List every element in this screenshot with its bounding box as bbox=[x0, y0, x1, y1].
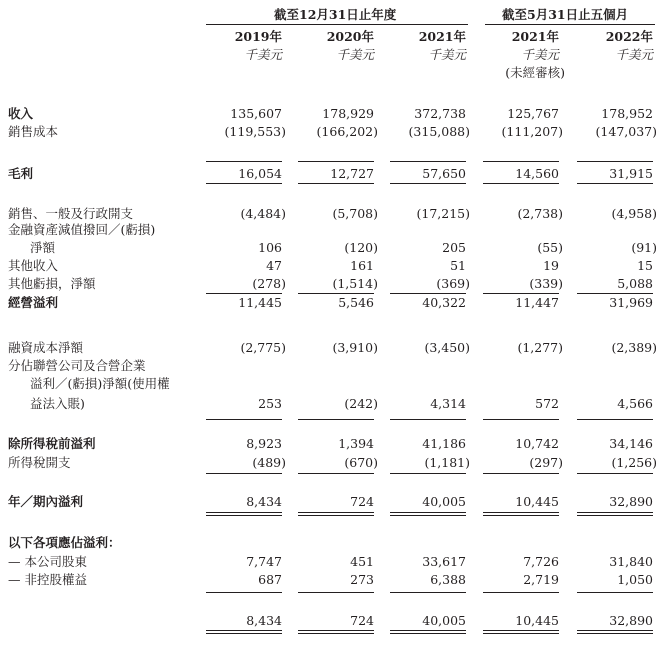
cell: (4,484) bbox=[240, 206, 286, 221]
group-title-five-months: 截至5月31日止五個月 bbox=[502, 7, 629, 22]
cell: 372,738 bbox=[414, 106, 466, 121]
rule bbox=[577, 419, 653, 420]
cell: (242) bbox=[344, 396, 378, 411]
cell: 178,952 bbox=[601, 106, 653, 121]
cell: 253 bbox=[258, 396, 282, 411]
cell: (1,256) bbox=[611, 455, 657, 470]
col-year-3: 2021年 bbox=[418, 29, 466, 44]
row-label-share-of-results: 分佔聯營公司及合營企業 bbox=[8, 358, 146, 373]
rule bbox=[483, 630, 559, 631]
header-underline-2 bbox=[485, 24, 655, 25]
rule bbox=[390, 512, 466, 513]
cell: 4,314 bbox=[430, 396, 466, 411]
cell: 6,388 bbox=[430, 572, 466, 587]
cell: (119,553) bbox=[224, 124, 286, 139]
cell: (17,215) bbox=[416, 206, 470, 221]
rule bbox=[298, 293, 374, 294]
cell: (339) bbox=[529, 276, 563, 291]
rule bbox=[298, 512, 374, 513]
col-unit-4: 千美元 bbox=[521, 47, 559, 62]
row-label-finance-costs: 融資成本淨額 bbox=[8, 340, 84, 355]
cell: (147,037) bbox=[595, 124, 657, 139]
cell: (120) bbox=[344, 240, 378, 255]
rule bbox=[298, 630, 374, 631]
cell: (91) bbox=[631, 240, 657, 255]
cell: (278) bbox=[252, 276, 286, 291]
rule bbox=[298, 592, 374, 593]
cell: 7,747 bbox=[246, 554, 282, 569]
cell: 15 bbox=[637, 258, 653, 273]
rule bbox=[206, 293, 282, 294]
cell: 7,726 bbox=[523, 554, 559, 569]
cell: 125,767 bbox=[507, 106, 559, 121]
rule bbox=[577, 473, 653, 474]
rule bbox=[206, 183, 282, 184]
cell: 687 bbox=[258, 572, 282, 587]
cell: (489) bbox=[252, 455, 286, 470]
rule bbox=[390, 161, 466, 162]
cell-total: 40,005 bbox=[422, 613, 466, 628]
row-label-profit-for-period: 年／期內溢利 bbox=[8, 494, 84, 509]
cell: 8,434 bbox=[246, 494, 282, 509]
cell: 10,742 bbox=[515, 436, 559, 451]
rule bbox=[298, 183, 374, 184]
cell: (315,088) bbox=[408, 124, 470, 139]
cell: (3,910) bbox=[332, 340, 378, 355]
cell: (5,708) bbox=[332, 206, 378, 221]
rule bbox=[206, 515, 282, 516]
row-label-gross-profit: 毛利 bbox=[8, 166, 34, 181]
cell: (1,277) bbox=[517, 340, 563, 355]
rule bbox=[577, 515, 653, 516]
rule bbox=[577, 183, 653, 184]
cell: 1,394 bbox=[338, 436, 374, 451]
rule bbox=[390, 630, 466, 631]
cell: 40,322 bbox=[422, 295, 466, 310]
cell-total: 724 bbox=[350, 613, 374, 628]
cell: 16,054 bbox=[238, 166, 282, 181]
cell-total: 8,434 bbox=[246, 613, 282, 628]
rule bbox=[483, 293, 559, 294]
row-label-revenue: 收入 bbox=[8, 106, 34, 121]
row-label-other-income: 其他收入 bbox=[8, 258, 59, 273]
cell: (111,207) bbox=[501, 124, 563, 139]
col-unit-2: 千美元 bbox=[336, 47, 374, 62]
rule bbox=[390, 473, 466, 474]
rule bbox=[390, 419, 466, 420]
rule bbox=[483, 161, 559, 162]
section-title-attributable: 以下各項應佔溢利： bbox=[8, 535, 121, 550]
row-label-share-of-results-cont: 溢利／(虧損)淨額(使用權 bbox=[30, 376, 170, 391]
row-label-profit-before-tax: 除所得稅前溢利 bbox=[8, 436, 96, 451]
cell: (369) bbox=[436, 276, 470, 291]
col-unit-1: 千美元 bbox=[244, 47, 282, 62]
cell: 106 bbox=[258, 240, 282, 255]
cell: 273 bbox=[350, 572, 374, 587]
cell: (166,202) bbox=[316, 124, 378, 139]
rule bbox=[298, 419, 374, 420]
cell: 451 bbox=[350, 554, 374, 569]
cell: 31,840 bbox=[609, 554, 653, 569]
cell: 1,050 bbox=[617, 572, 653, 587]
cell: 11,447 bbox=[515, 295, 559, 310]
row-label-share-of-results-cont2: 益法入賬) bbox=[30, 396, 85, 411]
cell: 57,650 bbox=[422, 166, 466, 181]
rule bbox=[577, 512, 653, 513]
row-label-other-losses: 其他虧損，淨額 bbox=[8, 276, 96, 291]
rule bbox=[298, 633, 374, 634]
row-label-impairment-cont: 淨額 bbox=[30, 240, 56, 255]
cell: 34,146 bbox=[609, 436, 653, 451]
cell: (4,958) bbox=[611, 206, 657, 221]
cell: (55) bbox=[537, 240, 563, 255]
rule bbox=[577, 633, 653, 634]
rule bbox=[206, 633, 282, 634]
cell: 2,719 bbox=[523, 572, 559, 587]
rule bbox=[483, 512, 559, 513]
rule bbox=[206, 161, 282, 162]
col-unit-3: 千美元 bbox=[428, 47, 466, 62]
col-year-4: 2021年 bbox=[511, 29, 559, 44]
col-year-1: 2019年 bbox=[234, 29, 282, 44]
row-label-income-tax: 所得稅開支 bbox=[8, 455, 71, 470]
row-label-cost-of-sales: 銷售成本 bbox=[8, 124, 59, 139]
col-note-unaudited: (未經審核) bbox=[505, 65, 565, 80]
rule bbox=[577, 592, 653, 593]
cell: 31,969 bbox=[609, 295, 653, 310]
cell: 8,923 bbox=[246, 436, 282, 451]
cell: 572 bbox=[535, 396, 559, 411]
rule bbox=[390, 293, 466, 294]
cell: 161 bbox=[350, 258, 374, 273]
rule bbox=[483, 473, 559, 474]
rule bbox=[483, 183, 559, 184]
rule bbox=[390, 183, 466, 184]
rule bbox=[206, 630, 282, 631]
col-unit-5: 千美元 bbox=[615, 47, 653, 62]
cell: 31,915 bbox=[609, 166, 653, 181]
cell: (2,738) bbox=[517, 206, 563, 221]
cell: (2,389) bbox=[611, 340, 657, 355]
cell-total: 10,445 bbox=[515, 613, 559, 628]
row-label-owners: — 本公司股東 bbox=[8, 554, 87, 569]
cell: 4,566 bbox=[617, 396, 653, 411]
rule bbox=[483, 592, 559, 593]
cell: 47 bbox=[266, 258, 282, 273]
rule bbox=[483, 633, 559, 634]
rule bbox=[483, 515, 559, 516]
cell: 12,727 bbox=[330, 166, 374, 181]
rule bbox=[577, 630, 653, 631]
cell: 5,088 bbox=[617, 276, 653, 291]
cell: 51 bbox=[450, 258, 466, 273]
col-year-2: 2020年 bbox=[326, 29, 374, 44]
rule bbox=[206, 419, 282, 420]
cell: (3,450) bbox=[424, 340, 470, 355]
cell: 178,929 bbox=[322, 106, 374, 121]
row-label-operating-profit: 經營溢利 bbox=[8, 295, 59, 310]
cell: 40,005 bbox=[422, 494, 466, 509]
cell: (1,514) bbox=[332, 276, 378, 291]
cell: 10,445 bbox=[515, 494, 559, 509]
cell: (1,181) bbox=[424, 455, 470, 470]
group-title-fiscal-year: 截至12月31日止年度 bbox=[274, 7, 397, 22]
cell: 41,186 bbox=[422, 436, 466, 451]
rule bbox=[577, 293, 653, 294]
rule bbox=[298, 473, 374, 474]
rule bbox=[390, 633, 466, 634]
cell: (297) bbox=[529, 455, 563, 470]
col-year-5: 2022年 bbox=[605, 29, 653, 44]
cell: 5,546 bbox=[338, 295, 374, 310]
cell: 205 bbox=[442, 240, 466, 255]
rule bbox=[298, 515, 374, 516]
cell: (2,775) bbox=[240, 340, 286, 355]
rule bbox=[298, 161, 374, 162]
cell: 14,560 bbox=[515, 166, 559, 181]
rule bbox=[206, 473, 282, 474]
cell: 724 bbox=[350, 494, 374, 509]
rule bbox=[206, 592, 282, 593]
cell-total: 32,890 bbox=[609, 613, 653, 628]
cell: 135,607 bbox=[230, 106, 282, 121]
row-label-nci: — 非控股權益 bbox=[8, 572, 87, 587]
cell: 11,445 bbox=[238, 295, 282, 310]
row-label-impairment: 金融資產減值撥回／(虧損) bbox=[8, 222, 156, 237]
rule bbox=[206, 512, 282, 513]
cell: 33,617 bbox=[422, 554, 466, 569]
rule bbox=[390, 592, 466, 593]
cell: (670) bbox=[344, 455, 378, 470]
rule bbox=[577, 161, 653, 162]
header-underline-1 bbox=[206, 24, 468, 25]
cell: 32,890 bbox=[609, 494, 653, 509]
rule bbox=[483, 419, 559, 420]
cell: 19 bbox=[543, 258, 559, 273]
row-label-sga: 銷售、一般及行政開支 bbox=[8, 206, 134, 221]
rule bbox=[390, 515, 466, 516]
